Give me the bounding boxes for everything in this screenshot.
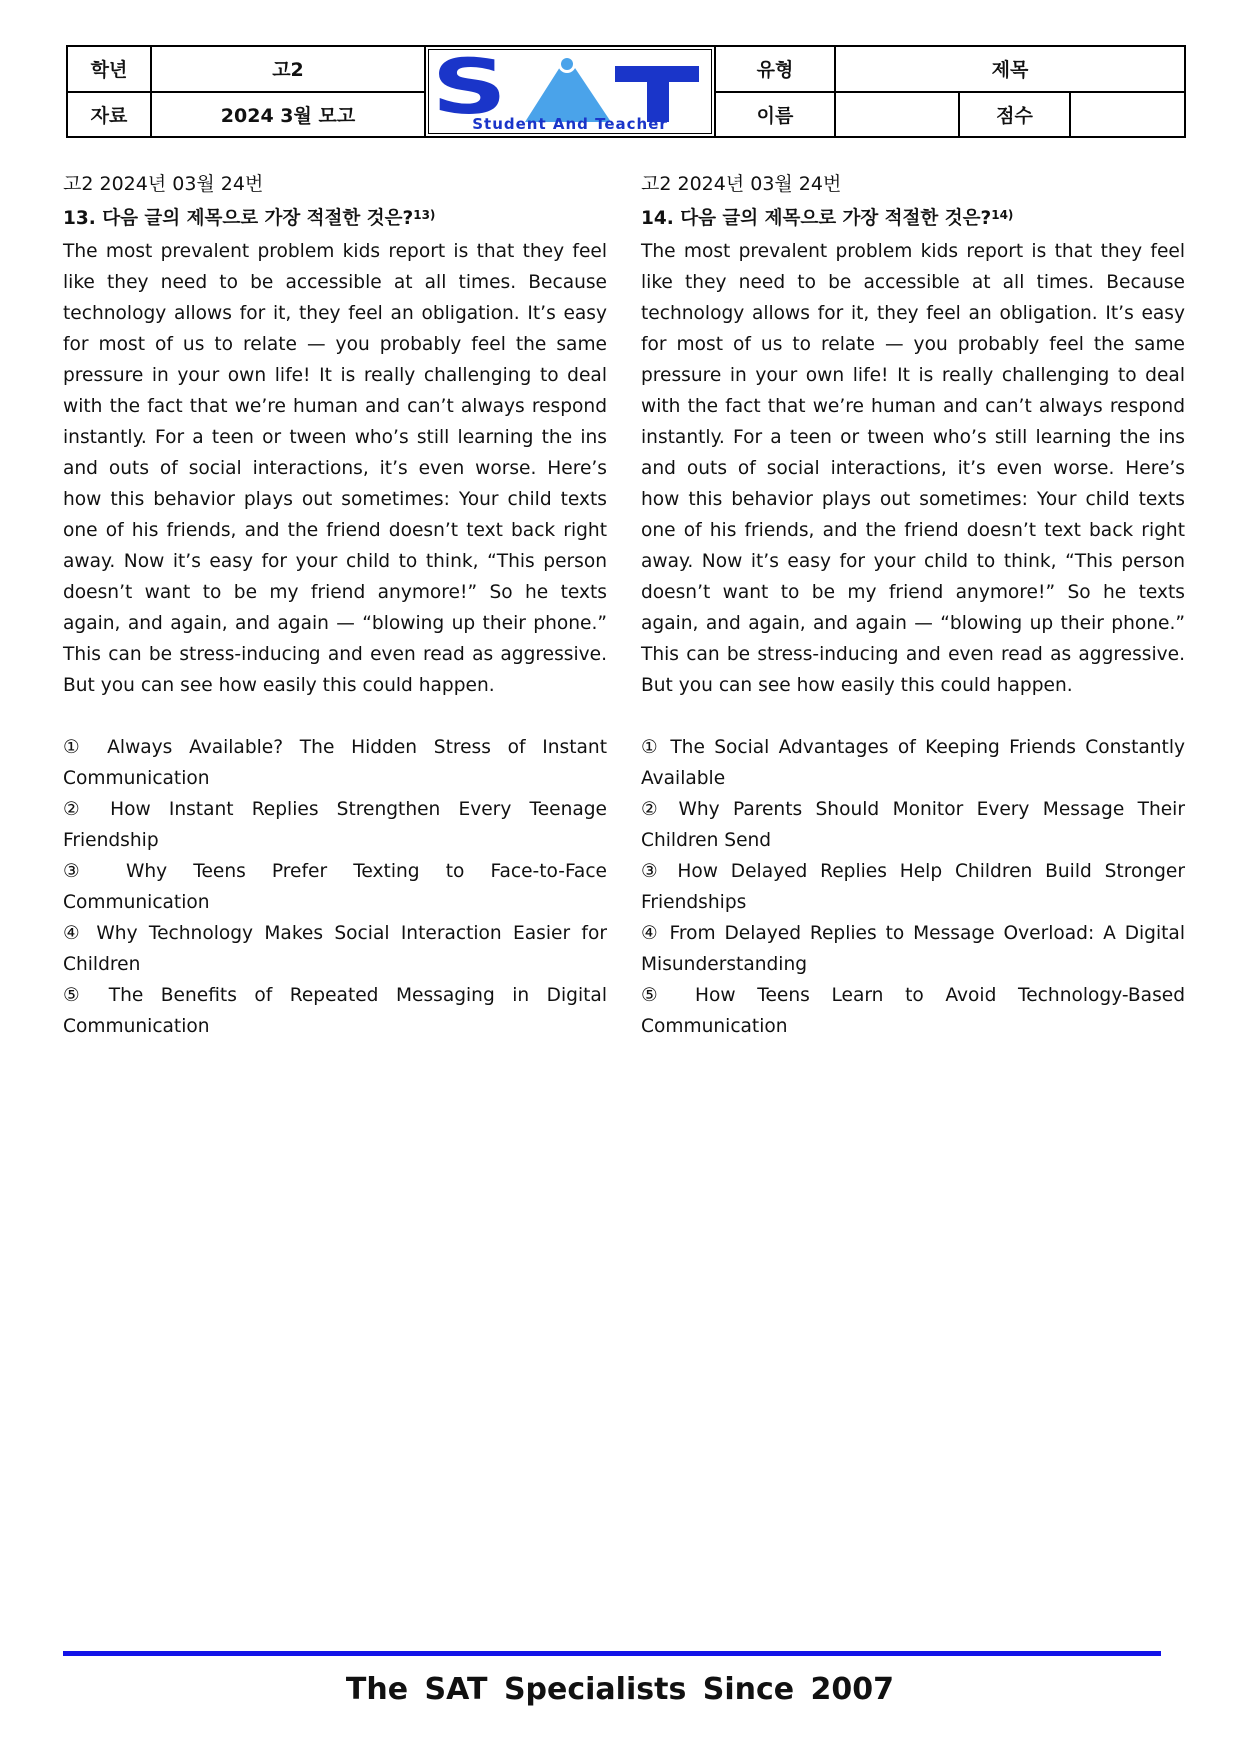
question-title [63, 200, 607, 234]
answer-option-1[interactable]: ① Always Available? The Hidden Stress of Instant Communication [63, 737, 607, 789]
answer-option-3[interactable]: ③ Why Teens Prefer Texting to Face-to-Face Communication [63, 861, 607, 913]
header-type-col [714, 47, 834, 136]
logo-cell [424, 47, 714, 136]
header-labels-col [68, 47, 150, 136]
header-values-col [150, 47, 424, 136]
answer-option-5[interactable]: ⑤ How Teens Learn to Avoid Technology-Based Communication [641, 985, 1185, 1037]
svg-text:S: S [431, 50, 508, 132]
answer-option-4[interactable]: ④ Why Technology Makes Social Interaction Easier for Children [63, 923, 607, 975]
question-title [641, 200, 1185, 234]
type-value: 제목 [836, 47, 1184, 93]
question-source: 고2 2024년 03월 24번 [641, 173, 842, 195]
grade-value: 고2 [152, 47, 424, 93]
question-title-text: 13. 다음 글의 제목으로 가장 적절한 것은? [63, 208, 414, 229]
source-value: 2024 3월 모고 [220, 104, 356, 127]
question-passage: The most prevalent problem kids report is that they feel like they need to be accessible at all times. Because technology allows for it, they feel an obligation. It’s easy for most of us to relate — you probably feel the same pressure in your own life! It is really challenging to deal with the fact that we’re human and can’t always respond instantly. For a teen or tween who’s still learning the ins and outs of social interactions, it’s even worse. Here’s how this behavior plays out sometimes: Your child texts one of his friends, and the friend doesn’t text back right away. Now it’s easy for your child to think, “This person doesn’t want to be my friend anymore!” So he texts again, and again, and again — “blowing up their phone.” This can be stress-inducing and even read as aggressive. But you can see how easily this could happen. [63, 241, 607, 696]
footer-divider [63, 1651, 1161, 1656]
answer-options [641, 732, 1185, 1042]
question-footnote: 13) [413, 208, 436, 222]
score-value[interactable] [1069, 93, 1184, 137]
answer-option-1[interactable]: ① The Social Advantages of Keeping Friends Constantly Available [641, 737, 1185, 789]
question-passage: The most prevalent problem kids report is that they feel like they need to be accessible at all times. Because technology allows for it, they feel an obligation. It’s easy for most of us to relate — you probably feel the same pressure in your own life! It is really challenging to deal with the fact that we’re human and can’t always respond instantly. For a teen or tween who’s still learning the ins and outs of social interactions, it’s even worse. Here’s how this behavior plays out sometimes: Your child texts one of his friends, and the friend doesn’t text back right away. Now it’s easy for your child to think, “This person doesn’t want to be my friend anymore!” So he texts again, and again, and again — “blowing up their phone.” This can be stress-inducing and even read as aggressive. But you can see how easily this could happen. [641, 241, 1185, 696]
question-source: 고2 2024년 03월 24번 [63, 173, 264, 195]
sat-logo [428, 49, 712, 134]
grade-label: 학년 [68, 47, 150, 93]
source-label: 자료 [90, 104, 128, 127]
header-right-col [834, 47, 1184, 136]
name-label: 이름 [756, 104, 794, 127]
answer-option-5[interactable]: ⑤ The Benefits of Repeated Messaging in Digital Communication [63, 985, 607, 1037]
footer-tagline: The SAT Specialists Since 2007 [345, 1672, 895, 1707]
answer-options [63, 732, 607, 1042]
type-label: 유형 [716, 47, 834, 93]
question-13 [63, 170, 607, 1042]
answer-option-4[interactable]: ④ From Delayed Replies to Message Overload: A Digital Misunderstanding [641, 923, 1185, 975]
answer-option-2[interactable]: ② Why Parents Should Monitor Every Message Their Children Send [641, 799, 1185, 851]
score-label: 점수 [958, 93, 1069, 137]
name-value[interactable] [836, 93, 958, 137]
question-14 [641, 170, 1185, 1042]
logo-subtext: Student And Teacher [472, 115, 668, 133]
question-title-text: 14. 다음 글의 제목으로 가장 적절한 것은? [641, 208, 992, 229]
question-footnote: 14) [991, 208, 1014, 222]
answer-option-2[interactable]: ② How Instant Replies Strengthen Every Teenage Friendship [63, 799, 607, 851]
header-table [66, 45, 1186, 138]
name-score-row [836, 93, 1184, 137]
answer-option-3[interactable]: ③ How Delayed Replies Help Children Build Stronger Friendships [641, 861, 1185, 913]
